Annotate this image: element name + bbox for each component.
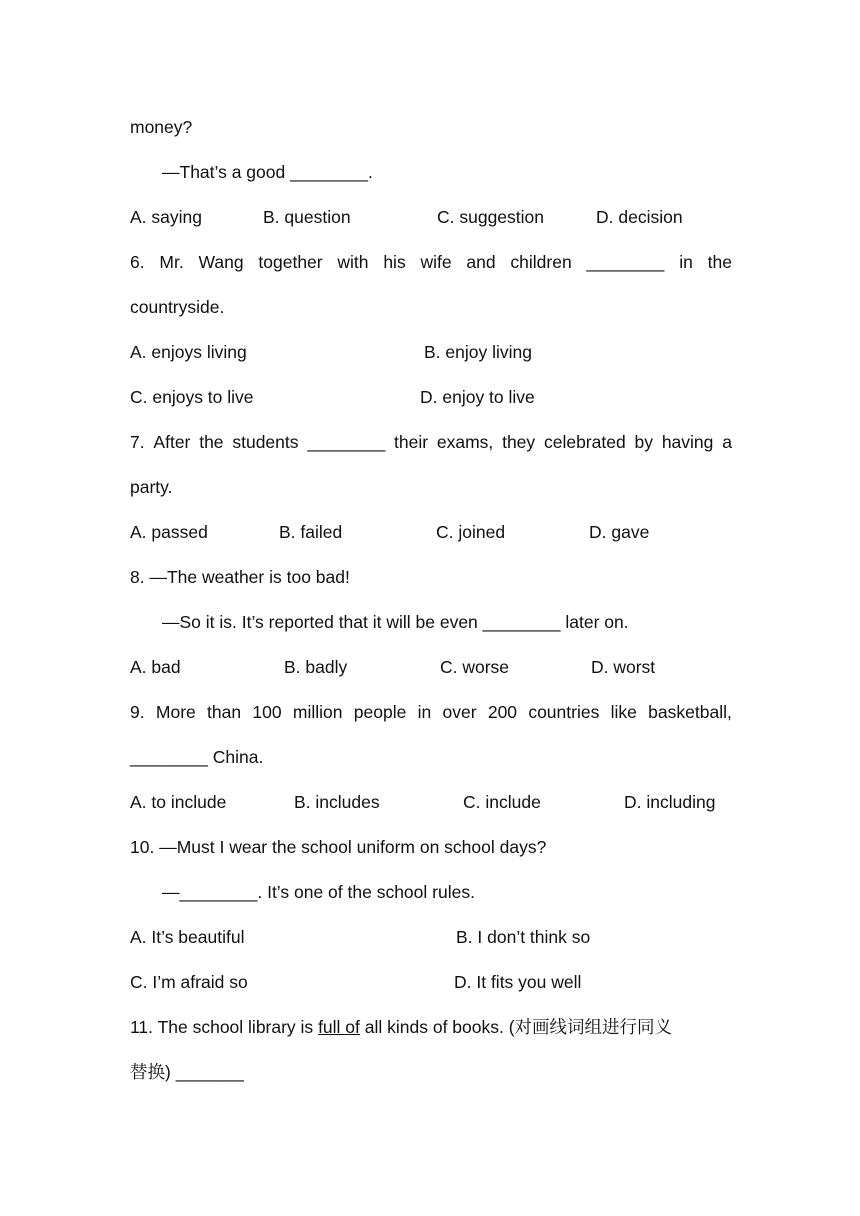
word: the xyxy=(199,432,224,452)
word: 200 xyxy=(487,702,518,722)
option-d[interactable]: D. gave xyxy=(589,522,650,542)
word: their xyxy=(394,432,429,452)
option-c[interactable]: C. suggestion xyxy=(437,207,545,227)
question-11-stem xyxy=(130,1005,732,1050)
option-a[interactable]: A. to include xyxy=(130,792,227,812)
word: with xyxy=(337,252,369,272)
word: the xyxy=(707,252,732,272)
word: 6. xyxy=(130,252,145,272)
word: over xyxy=(442,702,477,722)
worksheet-page xyxy=(130,105,732,1095)
word: children xyxy=(510,252,572,272)
option-b[interactable]: B. enjoy living xyxy=(424,342,532,362)
option-c[interactable]: C. I’m afraid so xyxy=(130,972,248,992)
options-row-q10-ab xyxy=(130,915,732,960)
word: together xyxy=(258,252,323,272)
question-10-stem: 10. —Must I wear the school uniform on school days? xyxy=(130,837,547,857)
question-6-stem xyxy=(130,240,732,285)
question-7-stem xyxy=(130,420,732,465)
stem-text: all kinds of books. (对画线词组进行同义 xyxy=(359,1017,673,1037)
option-c[interactable]: C. enjoys to live xyxy=(130,387,254,407)
question-6-cont: countryside. xyxy=(130,297,225,317)
answer-blank[interactable]: ________ xyxy=(586,252,665,272)
word: students xyxy=(232,432,299,452)
option-b[interactable]: B. question xyxy=(263,207,351,227)
word: in xyxy=(679,252,693,272)
word: like xyxy=(610,702,637,722)
question-9-stem xyxy=(130,690,732,735)
word: a xyxy=(722,432,732,452)
option-b[interactable]: B. failed xyxy=(279,522,343,542)
stem-text: 11. The school library is xyxy=(130,1017,319,1037)
word: exams, xyxy=(436,432,494,452)
option-d[interactable]: D. decision xyxy=(596,207,683,227)
word: and xyxy=(466,252,496,272)
options-row-q5 xyxy=(130,195,732,240)
option-d[interactable]: D. It fits you well xyxy=(454,972,582,992)
option-a[interactable]: A. bad xyxy=(130,657,181,677)
option-c[interactable]: C. joined xyxy=(436,522,506,542)
option-b[interactable]: B. includes xyxy=(294,792,380,812)
options-row-q7 xyxy=(130,510,732,555)
option-d[interactable]: D. worst xyxy=(591,657,656,677)
word: in xyxy=(417,702,432,722)
dialogue-reply: —________. It’s one of the school rules. xyxy=(162,882,475,902)
option-c[interactable]: C. worse xyxy=(440,657,510,677)
word: 9. xyxy=(130,702,145,722)
options-row-q10-cd xyxy=(130,960,732,1005)
option-a[interactable]: A. saying xyxy=(130,207,202,227)
question-9-cont: ________ China. xyxy=(130,747,264,767)
options-row-q6-ab xyxy=(130,330,732,375)
option-b[interactable]: B. badly xyxy=(284,657,348,677)
option-d[interactable]: D. enjoy to live xyxy=(420,387,535,407)
dialogue-reply: —So it is. It’s reported that it will be even ________ later on. xyxy=(162,612,629,632)
option-b[interactable]: B. I don’t think so xyxy=(456,927,591,947)
question-8-stem: 8. —The weather is too bad! xyxy=(130,567,350,587)
dialogue-reply: —That’s a good ________. xyxy=(162,162,373,182)
option-a[interactable]: A. enjoys living xyxy=(130,342,247,362)
options-row-q6-cd xyxy=(130,375,732,420)
text-line: money? xyxy=(130,117,193,137)
word: million xyxy=(292,702,343,722)
question-11-cont: 替换) _______ xyxy=(130,1062,244,1082)
option-a[interactable]: A. passed xyxy=(130,522,208,542)
word: than xyxy=(207,702,242,722)
option-d[interactable]: D. including xyxy=(624,792,716,812)
answer-blank[interactable]: ________ xyxy=(307,432,386,452)
options-row-q8 xyxy=(130,645,732,690)
word: After xyxy=(153,432,191,452)
word: celebrated xyxy=(543,432,626,452)
option-c[interactable]: C. include xyxy=(463,792,541,812)
word: basketball, xyxy=(648,702,732,722)
option-a[interactable]: A. It’s beautiful xyxy=(130,927,245,947)
word: by xyxy=(634,432,653,452)
word: his xyxy=(383,252,406,272)
word: Wang xyxy=(198,252,244,272)
question-7-cont: party. xyxy=(130,477,173,497)
word: countries xyxy=(528,702,600,722)
word: they xyxy=(502,432,536,452)
word: Mr. xyxy=(159,252,184,272)
word: More xyxy=(155,702,196,722)
word: wife xyxy=(420,252,452,272)
word: having xyxy=(661,432,714,452)
underlined-phrase: full of xyxy=(318,1017,360,1037)
word: 100 xyxy=(252,702,282,722)
word: 7. xyxy=(130,432,145,452)
options-row-q9 xyxy=(130,780,732,825)
word: people xyxy=(353,702,407,722)
